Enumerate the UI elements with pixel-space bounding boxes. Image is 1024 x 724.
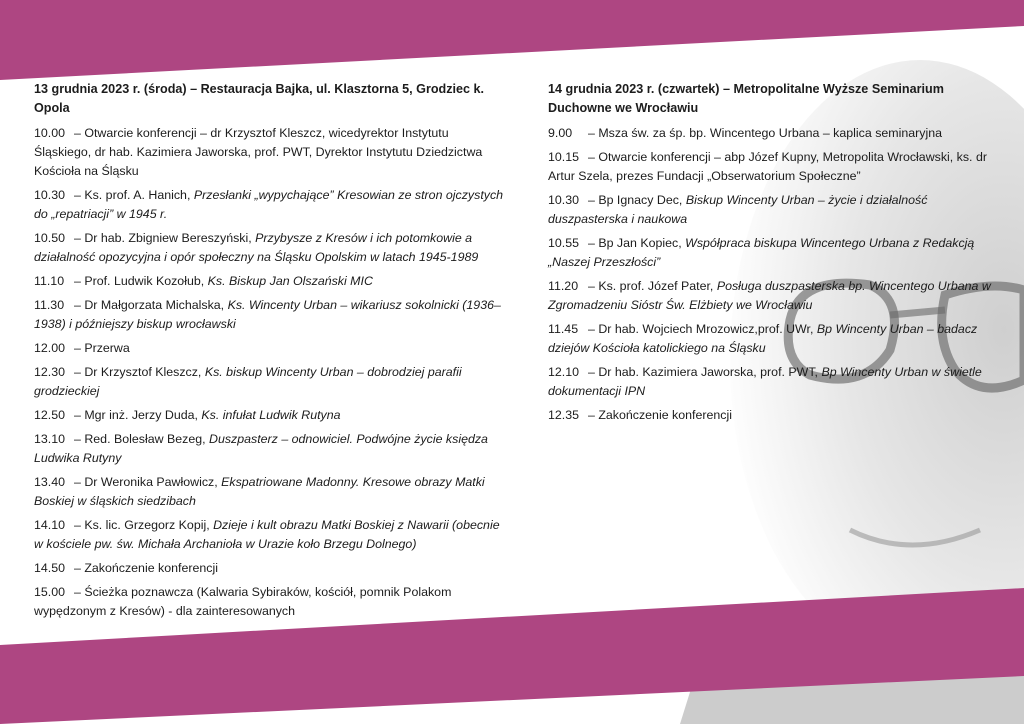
- program-entry: [34, 430, 504, 468]
- entry-speaker: – Zakończenie konferencji: [74, 561, 218, 575]
- entry-title: Przybysze z Kresów i ich potomkowie a działalność opozycyjna i opór społeczny na Śląsku Opolskim w latach 1945-1989: [34, 231, 479, 264]
- entry-time: 14.50: [34, 561, 66, 575]
- entry-time: 10.30: [548, 193, 580, 207]
- entry-title: Ekspatriowane Madonny. Kresowe obrazy Matki Boskiej w śląskich siedzibach: [34, 475, 485, 508]
- entry-speaker: – Ścieżka poznawcza (Kalwaria Sybiraków, kościół, pomnik Polakom wypędzonym z Kresów) - dla zainteresowanych: [34, 585, 452, 618]
- entry-speaker: – Dr hab. Kazimiera Jaworska, prof. PWT,: [588, 365, 818, 379]
- entry-speaker: – Bp Jan Kopiec,: [588, 236, 682, 250]
- day1-column: [34, 80, 504, 626]
- program-entry: [34, 186, 504, 224]
- entry-time: 10.30: [34, 188, 66, 202]
- entry-title: Bp Wincenty Urban w świetle dokumentacji IPN: [548, 365, 982, 398]
- entry-time: 10.50: [34, 231, 66, 245]
- entry-time: 11.10: [34, 274, 65, 288]
- program-entry: [34, 583, 504, 621]
- entry-speaker: – Mgr inż. Jerzy Duda,: [74, 408, 198, 422]
- entry-time: 12.50: [34, 408, 66, 422]
- day1-heading: 13 grudnia 2023 r. (środa) – Restauracja Bajka, ul. Klasztorna 5, Grodziec k. Opola: [34, 82, 485, 115]
- entry-title: Współpraca biskupa Wincentego Urbana z Redakcją „Naszej Przeszłości”: [548, 236, 975, 269]
- entry-time: 10.15: [548, 150, 580, 164]
- entry-time: 15.00: [34, 585, 66, 599]
- entry-speaker: – Dr Weronika Pawłowicz,: [74, 475, 218, 489]
- entry-speaker: – Otwarcie konferencji – dr Krzysztof Kleszcz, wicedyrektor Instytutu Śląskiego, dr hab. Kazimiera Jaworska, prof. PWT, Dyrektor Instytutu Dziedzictwa Kościoła na Śląsku: [34, 126, 483, 178]
- entry-title: Przesłanki „wypychające” Kresowian ze stron ojczystych do „repatriacji” w 1945 r.: [34, 188, 504, 221]
- entry-time: 12.00: [34, 341, 66, 355]
- entry-time: 11.20: [548, 279, 579, 293]
- entry-time: 12.30: [34, 365, 66, 379]
- entry-time: 12.10: [548, 365, 580, 379]
- entry-time: 12.35: [548, 408, 580, 422]
- entry-time: 11.30: [34, 298, 65, 312]
- program-entry: [34, 363, 504, 401]
- program-entry: [34, 559, 504, 578]
- entry-time: 10.55: [548, 236, 580, 250]
- program-entry: [34, 229, 504, 267]
- entry-speaker: – Msza św. za śp. bp. Wincentego Urbana – kaplica seminaryjna: [588, 126, 942, 140]
- program-entry: [34, 296, 504, 334]
- program-entry: [34, 124, 504, 181]
- day2-entries: [548, 124, 998, 425]
- program-entry: [548, 148, 998, 186]
- program-entry: [548, 234, 998, 272]
- entry-speaker: – Ks. prof. Józef Pater,: [588, 279, 714, 293]
- day2-column: [548, 80, 998, 430]
- entry-title: Ks. Biskup Jan Olszański MIC: [207, 274, 373, 288]
- day2-heading: 14 grudnia 2023 r. (czwartek) – Metropolitalne Wyższe Seminarium Duchowne we Wrocławiu: [548, 82, 944, 115]
- entry-time: 9.00: [548, 126, 573, 140]
- entry-time: 10.00: [34, 126, 66, 140]
- entry-speaker: – Ks. prof. A. Hanich,: [74, 188, 191, 202]
- program-entry: [34, 339, 504, 358]
- entry-title: Ks. infułat Ludwik Rutyna: [201, 408, 341, 422]
- entry-speaker: – Dr hab. Wojciech Mrozowicz,prof. UWr,: [588, 322, 814, 336]
- entry-speaker: – Dr Małgorzata Michalska,: [74, 298, 225, 312]
- program-entry: [548, 124, 998, 143]
- entry-title: Ks. biskup Wincenty Urban – dobrodziej parafii grodzieckiej: [34, 365, 462, 398]
- entry-speaker: – Dr hab. Zbigniew Bereszyński,: [74, 231, 252, 245]
- program-entry: [548, 277, 998, 315]
- program-entry: [34, 272, 504, 291]
- program-entry: [34, 406, 504, 425]
- entry-title: Biskup Wincenty Urban – życie i działalność duszpasterska i naukowa: [548, 193, 928, 226]
- entry-title: Dzieje i kult obrazu Matki Boskiej z Nawarii (obecnie w kościele pw. św. Michała Archanioła w Urazie koło Brzegu Dolnego): [34, 518, 500, 551]
- entry-title: Posługa duszpasterska bp. Wincentego Urbana w Zgromadzeniu Sióstr Św. Elżbiety we Wrocławiu: [548, 279, 991, 312]
- entry-title: Bp Wincenty Urban – badacz dziejów Kościoła katolickiego na Śląsku: [548, 322, 978, 355]
- entry-time: 11.45: [548, 322, 579, 336]
- program-entry: [34, 516, 504, 554]
- entry-speaker: – Przerwa: [74, 341, 130, 355]
- entry-time: 13.40: [34, 475, 66, 489]
- program-entry: [548, 406, 998, 425]
- program-entry: [548, 320, 998, 358]
- entry-speaker: – Prof. Ludwik Kozołub,: [74, 274, 205, 288]
- entry-time: 14.10: [34, 518, 66, 532]
- entry-title: Duszpasterz – odnowiciel. Podwójne życie księdza Ludwika Rutyny: [34, 432, 488, 465]
- entry-speaker: – Red. Bolesław Bezeg,: [74, 432, 206, 446]
- entry-speaker: – Ks. lic. Grzegorz Kopij,: [74, 518, 210, 532]
- entry-speaker: – Otwarcie konferencji – abp Józef Kupny, Metropolita Wrocławski, ks. dr Artur Szela, prezes Fundacji „Obserwatorium Społeczne”: [548, 150, 987, 183]
- entry-time: 13.10: [34, 432, 66, 446]
- entry-title: Ks. Wincenty Urban – wikariusz sokolnicki (1936–1938) i późniejszy biskup wrocławski: [34, 298, 501, 331]
- entry-speaker: – Bp Ignacy Dec,: [588, 193, 683, 207]
- program-entry: [34, 473, 504, 511]
- entry-speaker: – Zakończenie konferencji: [588, 408, 732, 422]
- entry-speaker: – Dr Krzysztof Kleszcz,: [74, 365, 202, 379]
- day1-entries: [34, 124, 504, 621]
- program-entry: [548, 191, 998, 229]
- program-entry: [548, 363, 998, 401]
